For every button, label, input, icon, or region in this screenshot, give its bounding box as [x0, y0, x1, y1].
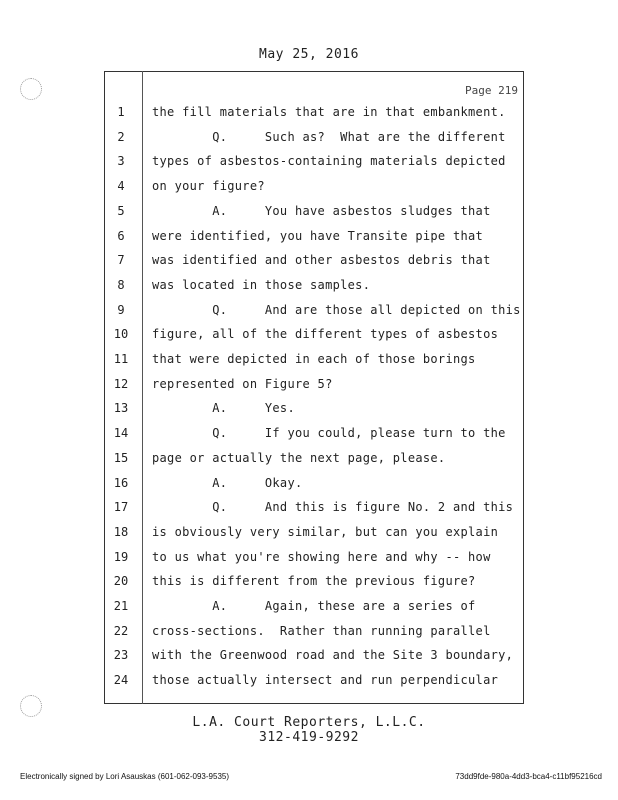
transcript-line: this is different from the previous figure?: [152, 574, 476, 588]
line-number: 20: [113, 574, 129, 588]
binder-hole-mark-bottom: [20, 695, 42, 717]
transcript-line: were identified, you have Transite pipe that: [152, 229, 484, 243]
line-number: 19: [113, 550, 129, 564]
line-number: 23: [113, 648, 129, 662]
transcript-line: types of asbestos-containing materials depicted: [152, 154, 506, 168]
line-number: 22: [113, 624, 129, 638]
transcript-line: page or actually the next page, please.: [152, 451, 446, 465]
line-number: 17: [113, 500, 129, 514]
transcript-line: A. Okay.: [152, 476, 303, 490]
transcript-line: figure, all of the different types of asbestos: [152, 327, 499, 341]
transcript-line: that were depicted in each of those borings: [152, 352, 476, 366]
line-number: 8: [117, 278, 125, 292]
line-number: 1: [117, 105, 125, 119]
transcript-line: with the Greenwood road and the Site 3 boundary,: [152, 648, 514, 662]
line-number: 21: [113, 599, 129, 613]
line-number: 9: [117, 303, 125, 317]
electronic-signature-text: Electronically signed by Lori Asauskas (601-062-093-9535): [20, 772, 230, 781]
line-number: 6: [117, 229, 125, 243]
transcript-line: on your figure?: [152, 179, 265, 193]
line-number: 14: [113, 426, 129, 440]
line-number: 16: [113, 476, 129, 490]
line-number: 4: [117, 179, 125, 193]
transcript-line: Q. Such as? What are the different: [152, 130, 506, 144]
line-number: 12: [113, 377, 129, 391]
transcript-line: is obviously very similar, but can you explain: [152, 525, 499, 539]
binder-hole-mark-top: [20, 78, 42, 100]
transcript-line: A. Again, these are a series of: [152, 599, 476, 613]
transcript-line: A. You have asbestos sludges that: [152, 204, 491, 218]
document-hash-id: 73dd9fde-980a-4dd3-bca4-c11bf95216cd: [455, 772, 602, 781]
footer-company: L.A. Court Reporters, L.L.C.: [192, 715, 426, 730]
header-date: May 25, 2016: [259, 47, 359, 62]
transcript-line: Q. If you could, please turn to the: [152, 426, 506, 440]
line-number: 7: [117, 253, 125, 267]
transcript-line: Q. And are those all depicted on this: [152, 303, 521, 317]
line-number: 2: [117, 130, 125, 144]
transcript-line: cross-sections. Rather than running parallel: [152, 624, 491, 638]
transcript-line: those actually intersect and run perpendicular: [152, 673, 499, 687]
page-number: Page 219: [465, 84, 518, 97]
line-number-margin-rule: [142, 71, 143, 704]
line-number: 3: [117, 154, 125, 168]
line-number: 11: [113, 352, 129, 366]
line-number: 18: [113, 525, 129, 539]
transcript-line: A. Yes.: [152, 401, 295, 415]
line-number: 24: [113, 673, 129, 687]
line-number: 10: [113, 327, 129, 341]
transcript-line: to us what you're showing here and why -- how: [152, 550, 491, 564]
transcript-line: was identified and other asbestos debris that: [152, 253, 491, 267]
line-number: 15: [113, 451, 129, 465]
transcript-line: represented on Figure 5?: [152, 377, 333, 391]
line-number: 13: [113, 401, 129, 415]
transcript-line: Q. And this is figure No. 2 and this: [152, 500, 514, 514]
footer-phone: 312-419-9292: [259, 730, 359, 745]
transcript-line: was located in those samples.: [152, 278, 371, 292]
line-number: 5: [117, 204, 125, 218]
transcript-line: the fill materials that are in that embankment.: [152, 105, 506, 119]
